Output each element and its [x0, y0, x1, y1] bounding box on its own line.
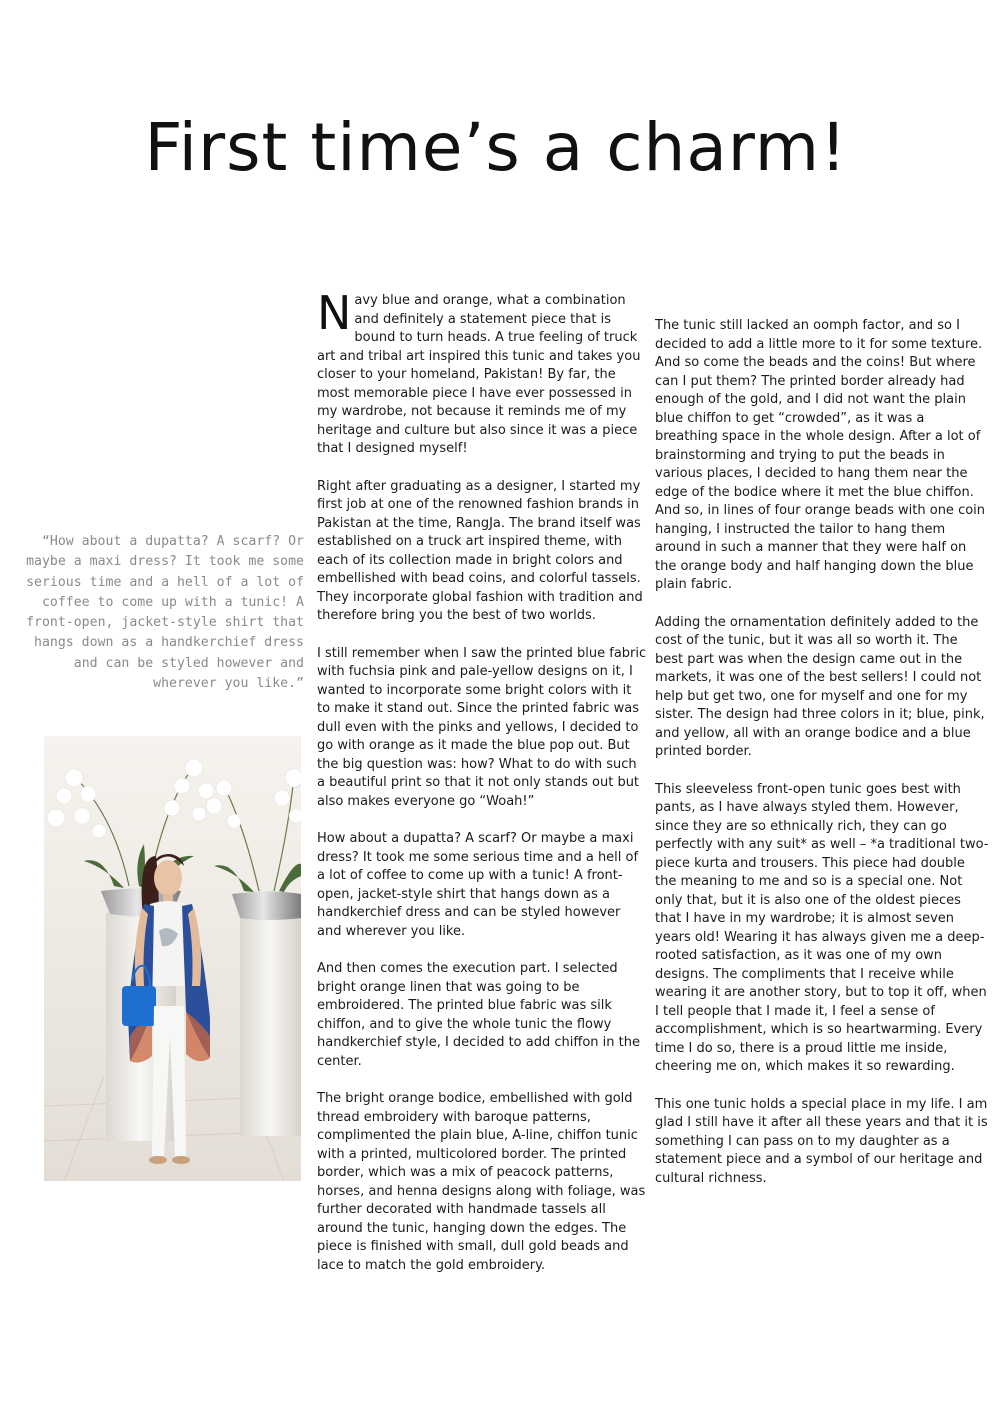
article-column-middle: [317, 286, 647, 1294]
paragraph-1-text: avy blue and orange, what a combination and definitely a statement piece that is bound to turn heads. A true feeling of truck art and tribal art inspired this tunic and takes you closer to your homeland, Pakistan! By far, the most memorable piece I have ever possessed in my wardrobe, not because it reminds me of my heritage and culture but also since it was a piece that I designed myself!: [317, 293, 641, 456]
paragraph-5: And then comes the execution part. I selected bright orange linen that was going to be embroidered. The printed blue fabric was silk chiffon, and to give the whole tunic the flowy handkerchief style, I decided to add chiffon in the center.: [317, 961, 640, 1069]
article-column-right: [655, 317, 989, 1207]
article-photo: [44, 736, 301, 1181]
paragraph-1: [317, 286, 647, 459]
paragraph-7: The tunic still lacked an oomph factor, and so I decided to add a little more to it for some texture. And so come the beads and the coins! But where can I put them? The printed border already had enough of the gold, and I did not want the plain blue chiffon to get “crowded”, as it was a breathing space in the whole design. After a lot of brainstorming and trying to put the beads in various places, I decided to hang them near the edge of the bodice where it met the blue chiffon. And so, in lines of four orange beads with one coin hanging, I instructed the tailor to hang them around in such a manner that they were half on the orange body and half hanging down the blue plain fabric.: [655, 318, 986, 592]
paragraph-9: This sleeveless front-open tunic goes best with pants, as I have always styled them. However, since they are so ethnically rich, they can go perfectly with any suit* as well – *a traditional two-piece kurta and trousers. This piece had double the meaning to me and so is a special one. Not only that, but it is also one of the oldest pieces that I have in my wardrobe; it is almost seven years old! Wearing it has always given me a deep-rooted satisfaction, as it was one of my own designs. The compliments that I receive while wearing it are another story, but to top it off, when I tell people that I made it, I feel a sense of accomplishment, which is so heartwarming. Every time I do so, there is a proud little me inside, cheering me on, which makes it so rewarding.: [655, 781, 989, 1074]
paragraph-10: This one tunic holds a special place in my life. I am glad I still have it after all these years and that it is something I can pass on to my daughter as a statement piece and a symbol of our heritage and cultural richness.: [655, 1096, 988, 1186]
pull-quote: “How about a dupatta? A scarf? Or maybe a maxi dress? It took me some serious time and a hell of a lot of coffee to come up with a tunic! A front-open, jacket-style shirt that hangs down as a handkerchief dress and can be styled however and wherever you like.”: [26, 534, 304, 692]
paragraph-2: Right after graduating as a designer, I started my first job at one of the renowned fashion brands in Pakistan at the time, RangJa. The brand itself was established on a truck art inspired theme, with each of its collection made in bright colors and embellished with bead coins, and colorful tassels. They incorporate global fashion with tradition and therefore bring you the best of two worlds.: [317, 478, 643, 623]
paragraph-3: I still remember when I saw the printed blue fabric with fuchsia pink and pale-yellow designs on it, I wanted to incorporate some bright colors with it to make it stand out. Since the printed fabric was dull even with the pinks and yellows, I decided to go with orange as it made the blue pop out. But the big question was: how? What to do with such a beautiful print so that it not only stands out but also makes everyone go “Woah!”: [317, 645, 647, 809]
article-title: First time’s a charm!: [144, 109, 848, 186]
paragraph-8: Adding the ornamentation definitely added to the cost of the tunic, but it was all so worth it. The best part was when the design came out in the markets, it was one of the best sellers! I could not help but get two, one for myself and one for my sister. The design had three colors in it; blue, pink, and yellow, all with an orange bodice and a blue printed border.: [655, 614, 985, 759]
paragraph-6: The bright orange bodice, embellished with gold thread embroidery with baroque patterns, complimented the plain blue, A-line, chiffon tunic with a printed, multicolored border. The printed border, which was a mix of peacock patterns, horses, and henna designs along with foliage, was further decorated with handmade tassels all around the tunic, hanging down the edges. The piece is finished with small, dull gold beads and lace to match the gold embroidery.: [317, 1091, 646, 1273]
paragraph-4: How about a dupatta? A scarf? Or maybe a maxi dress? It took me some serious time and a hell of a lot of coffee to come up with a tunic! A front-open, jacket-style shirt that hangs down as a handkerchief dress and can be styled however and wherever you like.: [317, 831, 639, 939]
drop-cap: N: [317, 286, 352, 340]
